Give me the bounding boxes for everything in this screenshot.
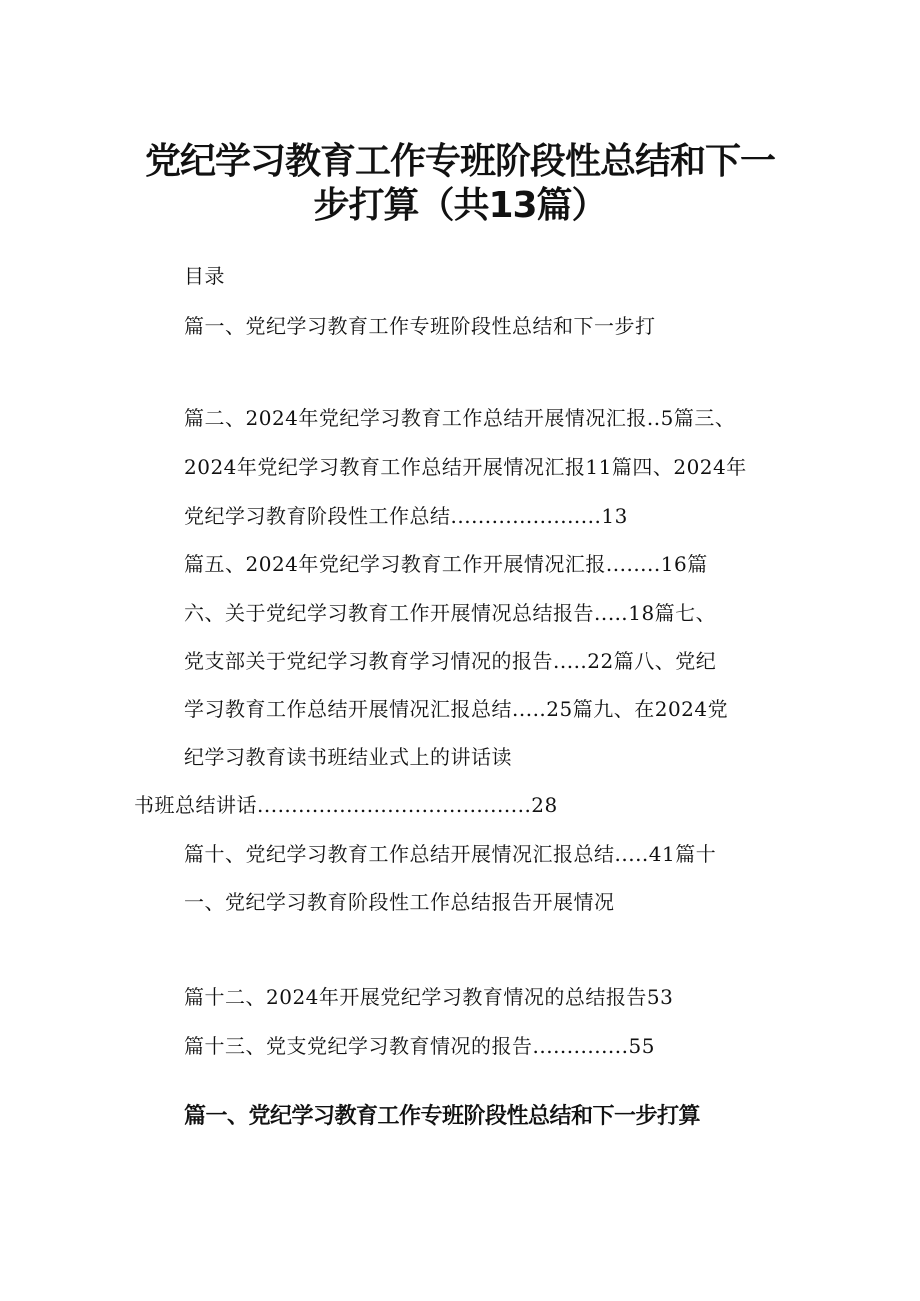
toc-line: 篇十三、党支党纪学习教育情况的报告..............55 (184, 1034, 655, 1058)
toc-line: 党支部关于党纪学习教育学习情况的报告.....22篇八、党纪 (184, 649, 717, 673)
toc-line: 篇一、党纪学习教育工作专班阶段性总结和下一步打 (184, 314, 656, 338)
toc-line: 一、党纪学习教育阶段性工作总结报告开展情况 (184, 890, 615, 914)
toc-label: 目录 (184, 264, 225, 288)
document-title-line-2: 步打算（共13篇） (313, 185, 607, 226)
toc-line: 2024年党纪学习教育工作总结开展情况汇报11篇四、2024年 (184, 455, 747, 479)
toc-line: 篇二、2024年党纪学习教育工作总结开展情况汇报..5篇三、 (184, 406, 736, 430)
toc-line: 书班总结讲话........................................28 (134, 793, 558, 817)
document-title-line-1: 党纪学习教育工作专班阶段性总结和下一 (144, 141, 775, 182)
section-heading: 篇一、党纪学习教育工作专班阶段性总结和下一步打算 (184, 1104, 701, 1129)
toc-line: 学习教育工作总结开展情况汇报总结.....25篇九、在2024党 (184, 697, 729, 721)
toc-line: 党纪学习教育阶段性工作总结......................13 (184, 504, 628, 528)
toc-line: 篇十、党纪学习教育工作总结开展情况汇报总结.....41篇十 (184, 842, 717, 866)
toc-line: 六、关于党纪学习教育工作开展情况总结报告..…18篇七、 (184, 601, 717, 625)
toc-line: 纪学习教育读书班结业式上的讲话读 (184, 745, 512, 769)
toc-line: 篇十二、2024年开展党纪学习教育情况的总结报告53 (184, 985, 674, 1009)
toc-line: 篇五、2024年党纪学习教育工作开展情况汇报........16篇 (184, 552, 708, 576)
